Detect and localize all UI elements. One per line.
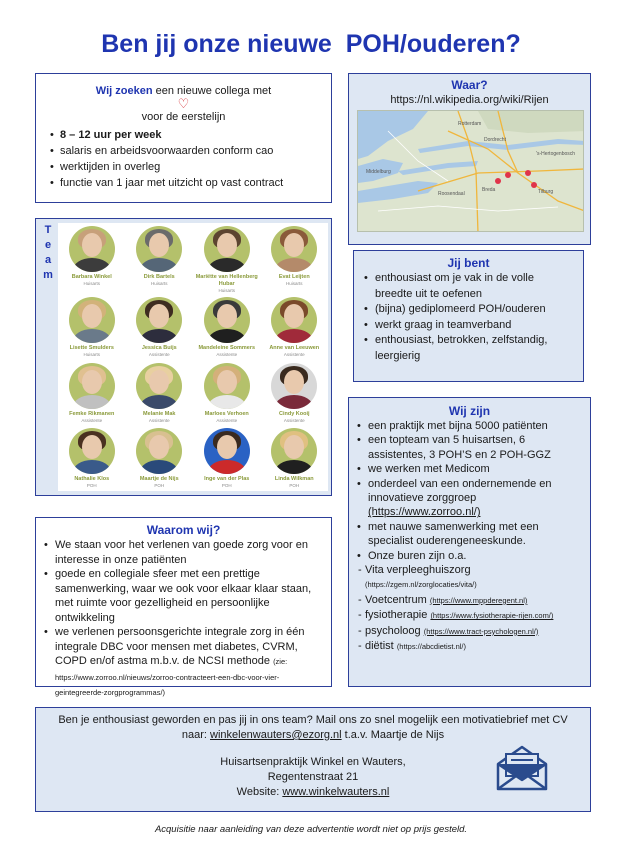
team-member — [261, 223, 329, 294]
team-member-role: Assistente — [283, 352, 305, 357]
zorroo-link[interactable]: (https://www.zorroo.nl/) — [368, 506, 481, 519]
candidate-item: • enthousiast om je vak in de volle breedte uit te oefenen — [364, 271, 573, 302]
team-member-photo — [69, 297, 115, 343]
vacancy-intro-bold: Wij zoeken — [95, 85, 153, 97]
practice-name: Huisartsenpraktijk Winkel en Wauters, — [220, 756, 406, 768]
fysiotherapie-link[interactable]: (https://www.fysiotherapie-rijen.com/) — [430, 611, 554, 621]
team-member — [193, 223, 261, 294]
team-member-name: Dirk Bartels — [143, 274, 175, 280]
team-member — [261, 360, 329, 426]
team-member-role: Assistente — [148, 417, 170, 423]
team-member-role: Assistente — [216, 417, 238, 423]
map-label-rotterdam: Rotterdam — [458, 121, 482, 127]
practice-list — [357, 419, 582, 655]
team-member-role: Assistente — [81, 417, 103, 423]
team-member-photo — [271, 363, 317, 409]
why-us-title: Waarom wij? — [146, 523, 221, 537]
candidate-item: • enthousiast, betrokken, zelfstandig, leergierig — [364, 333, 573, 364]
candidate-item: • werkt graag in teamverband — [364, 318, 573, 334]
team-member-photo — [69, 428, 115, 474]
location-title: Waar? — [451, 78, 488, 92]
team-member-photo — [204, 428, 250, 474]
team-member-photo — [204, 363, 250, 409]
neighbour-item: - Voetcentrum (https://www.mppderegent.nl) — [357, 593, 582, 608]
neighbour-item: - diëtist (https://abcdietist.nl/) — [357, 639, 582, 654]
candidate-box — [353, 250, 584, 382]
map-label-tilburg: Tilburg — [538, 189, 554, 195]
team-member-role: Assistente — [216, 352, 238, 357]
map-label-hertogenbosch: 's-Hertogenbosch — [536, 151, 576, 157]
team-member — [193, 425, 261, 491]
practice-item: • Onze buren zijn o.a. — [357, 549, 582, 563]
team-member-role: Huisarts — [83, 352, 100, 357]
team-member-photo — [69, 226, 115, 272]
team-member-role: Huisarts — [83, 281, 100, 286]
practice-title: Wij zijn — [448, 404, 491, 418]
team-member-name: Inge van der Plas — [204, 476, 250, 483]
team-member — [126, 360, 194, 426]
candidate-list — [364, 271, 573, 364]
vacancy-item-hours-flex: • werktijden in overleg — [50, 159, 317, 175]
page-title: Ben jij onze nieuwe POH/ouderen? — [101, 30, 521, 58]
team-member-role: Huisarts — [285, 281, 303, 286]
team-member-role: POH — [86, 483, 97, 489]
team-member-name: Jessica Buijs — [141, 345, 177, 351]
team-member-role: POH — [289, 483, 300, 489]
vacancy-item-contract: • functie van 1 jaar met uitzicht op vast contract — [50, 175, 317, 191]
practice-box — [348, 397, 591, 687]
practice-item: • een topteam van 5 huisartsen, 6 assistentes, 3 POH’S en 2 POH-GGZ — [357, 433, 582, 462]
team-member — [193, 360, 261, 426]
vacancy-intro-text: een nieuwe collega met — [152, 85, 272, 97]
practice-street: Regentenstraat 21 — [267, 771, 359, 783]
heart-icon: ♡ — [177, 96, 190, 111]
team-member — [193, 294, 261, 360]
map-graphic — [358, 111, 584, 232]
map-label-dordrecht: Dordrecht — [484, 137, 506, 143]
map-label-breda: Breda — [482, 187, 496, 193]
team-member-role: Huisarts — [150, 281, 168, 286]
team-member-name: Lisette Smulders — [69, 345, 114, 351]
team-member — [126, 223, 194, 294]
team-member — [126, 425, 194, 491]
team-member-role: Assistente — [283, 417, 305, 423]
team-member-name: Anne van Leeuwen — [269, 345, 320, 351]
location-url[interactable]: https://nl.wikipedia.org/wiki/Rijen — [390, 94, 549, 106]
candidate-title: Jij bent — [447, 256, 490, 270]
team-member-role: POH — [221, 483, 232, 489]
team-member-photo — [136, 297, 182, 343]
vacancy-item-salary: • salaris en arbeidsvoorwaarden conform cao — [50, 143, 317, 159]
team-member — [261, 425, 329, 491]
team-member — [58, 223, 126, 294]
neighbour-item: - psycholoog (https://www.tract-psychologen.nl/) — [357, 624, 582, 639]
team-grid — [58, 223, 328, 491]
website-link[interactable]: www.winkelwauters.nl — [282, 786, 390, 798]
team-member-role: POH — [154, 483, 165, 489]
team-member — [58, 360, 126, 426]
team-member-name: Evat Leijten — [278, 274, 310, 280]
team-member-role: Assistente — [148, 352, 170, 357]
practice-item: • met nauwe samenwerking met een specialist ouderengeneeskunde. — [357, 520, 582, 549]
contact-box — [35, 707, 591, 812]
team-member-name: Maartje de Nijs — [139, 476, 179, 483]
team-member-name: Barbara Winkel — [71, 274, 112, 280]
dietist-link[interactable]: (https://abcdietist.nl/) — [396, 642, 467, 652]
location-box — [348, 73, 591, 245]
vacancy-list — [50, 127, 317, 191]
why-us-box — [35, 517, 332, 697]
team-member-name: Mariëtte van Hellenberg Hubar — [195, 274, 258, 287]
vacancy-item-hours: • 8 – 12 uur per week — [50, 127, 317, 143]
why-us-item: • We staan voor het verlenen van goede zorg voor en interesse in onze patiënten — [44, 538, 323, 567]
team-member — [126, 294, 194, 360]
map-label-roosendaal: Roosendaal — [438, 191, 465, 197]
team-member-name: Nathalie Klos — [74, 476, 110, 483]
team-member-name: Linda Wilkman — [274, 476, 314, 483]
location-map[interactable] — [357, 110, 584, 232]
team-member-name: Marloes Verhoen — [204, 410, 249, 417]
practice-item: • onderdeel van een ondernemende en innovatieve zorggroep (https://www.zorroo.nl/) — [357, 477, 582, 520]
why-us-item: • we verlenen persoonsgerichte integrale zorg in één integrale DBC voor mensen met diabetes, CVRM, COPD en/of astma m.b.v. de NCSI methode (zie: https://www.zorroo.nl/nieuws/zorroo-contracteert-een-dbc-voor-vier-geintegreerde-zorgprogrammas/) — [44, 625, 323, 701]
team-member-name: Mandeleine Sommers — [198, 345, 256, 351]
neighbour-item: - fysiotherapie (https://www.fysiotherapie-rijen.com/) — [357, 608, 582, 623]
team-member-photo — [136, 226, 182, 272]
team-member-photo — [204, 297, 250, 343]
vacancy-box — [35, 73, 332, 203]
contact-mail-line: naar: winkelenwauters@ezorg.nl t.a.v. Maartje de Nijs — [181, 729, 445, 741]
vita-link[interactable]: (https://zgem.nl/zorglocaties/vita/) — [365, 580, 477, 590]
email-link[interactable]: winkelenwauters@ezorg.nl — [210, 729, 342, 741]
team-member-role: Huisarts — [218, 288, 235, 293]
team-member — [58, 425, 126, 491]
ncsi-link[interactable]: (zie: https://www.zorroo.nl/nieuws/zorroo-contracteert-een-dbc-voor-vier-geintegreerde-zorgprogrammas/) — [55, 657, 288, 697]
team-member-photo — [136, 428, 182, 474]
team-vertical-label: T e a m — [43, 224, 53, 281]
practice-item: • we werken met Medicom — [357, 462, 582, 476]
team-member-photo — [136, 363, 182, 409]
team-member-photo — [69, 363, 115, 409]
psycholoog-link[interactable]: (https://www.tract-psychologen.nl/) — [423, 626, 539, 636]
team-member-photo — [271, 428, 317, 474]
voetcentrum-link[interactable]: (https://www.mppderegent.nl) — [429, 595, 528, 605]
team-box — [35, 218, 332, 496]
team-member-photo — [204, 226, 250, 272]
why-us-item: • goede en collegiale sfeer met een prettige samenwerking, waar we ook voor elkaar klaar staan, met ruimte voor gezelligheid en persoonlijke ontwikkeling — [44, 567, 323, 625]
team-member — [261, 294, 329, 360]
practice-website-line: Website: www.winkelwauters.nl — [236, 786, 390, 798]
team-member-photo — [271, 297, 317, 343]
team-member — [58, 294, 126, 360]
neighbour-item: - Vita verpleeghuiszorg (https://zgem.nl/zorglocaties/vita/) — [357, 563, 582, 593]
footer-note: Acquisitie naar aanleiding van deze advertentie wordt niet op prijs gesteld. — [154, 824, 468, 835]
why-us-list — [44, 538, 323, 701]
envelope-icon — [494, 744, 550, 792]
vacancy-intro-end: voor de eerstelijn — [141, 111, 226, 123]
team-member-photo — [271, 226, 317, 272]
team-member-name: Cindy Kooij — [278, 410, 310, 417]
map-label-middelburg: Middelburg — [366, 169, 391, 175]
contact-call: Ben je enthousiast geworden en pas jij in ons team? Mail ons zo snel mogelijk een motivatiebrief met CV — [58, 714, 568, 726]
practice-item: • een praktijk met bijna 5000 patiënten — [357, 419, 582, 433]
team-member-name: Femke Rikmanen — [69, 410, 115, 417]
team-member-name: Melanie Mak — [143, 410, 176, 417]
candidate-item: • (bijna) gediplomeerd POH/ouderen — [364, 302, 573, 318]
